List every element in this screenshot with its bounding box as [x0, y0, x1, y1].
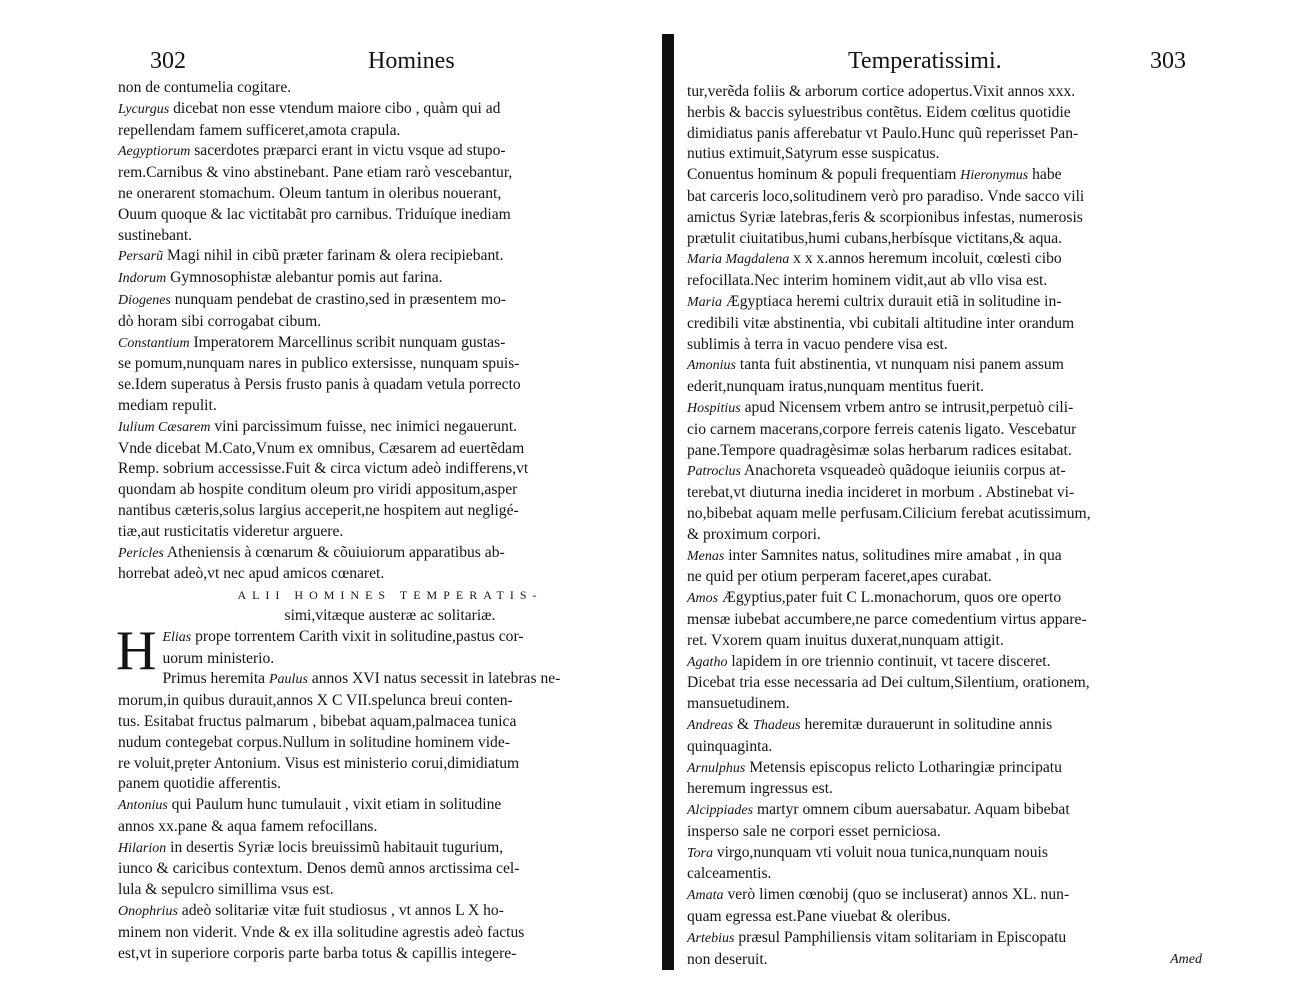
line-text: x x x.annos heremum incoluit, cœlesti cibo: [789, 250, 1062, 268]
text-line: [687, 779, 1215, 800]
italic-name: Alcippiades: [687, 803, 754, 819]
line-text: prætulit ciuitatibus,humi cubans,herbísque victitans,& aqua.: [687, 229, 1063, 247]
line-text: ederit,nunquam iratus,nunquam mentitus fuerit.: [687, 378, 985, 396]
text-line: [687, 271, 1215, 292]
text-line: [118, 226, 662, 247]
italic-name: Thadeus: [753, 717, 801, 733]
right-page: [676, 0, 1314, 1000]
line-text: sacerdotes præparci erant in victu vsque ad stupo-: [190, 142, 506, 160]
page-number-right: 303: [1150, 48, 1186, 74]
text-line: [118, 859, 662, 880]
text-line: [687, 950, 1215, 971]
text-line: [118, 522, 662, 543]
line-text: verò limen cœnobij (quo se incluserat) annos XL. nun-: [723, 886, 1070, 904]
text-line: [687, 694, 1215, 715]
text-line: [118, 459, 662, 480]
italic-name: Pericles: [118, 545, 164, 561]
text-line: [687, 673, 1215, 694]
line-text: quondam ab hospite conditum oleum pro viridi appositum,asper: [118, 481, 518, 499]
italic-name: Diogenes: [118, 292, 171, 308]
text-line: [687, 525, 1215, 546]
line-text: mansuetudinem.: [687, 695, 790, 713]
text-line: [118, 312, 662, 333]
italic-name: Onophrius: [118, 904, 178, 920]
text-line: [118, 880, 662, 901]
italic-name: Hilarion: [118, 840, 167, 856]
line-text: adeò solitariæ vitæ fuit studiosus , vt annos L X ho-: [177, 902, 504, 920]
running-title-left: Homines: [368, 48, 455, 74]
text-line: [687, 187, 1215, 208]
line-text: Magi nihil in cibũ præter farinam & olera recipiebant.: [163, 247, 504, 265]
text-line: [118, 205, 662, 226]
text-line: [687, 124, 1215, 145]
line-text: refocillata.Nec interim hominem vidit,aut ab vllo visa est.: [687, 272, 1048, 290]
text-line: [687, 461, 1215, 483]
text-line: [118, 733, 662, 754]
line-text: dimidiatus panis afferebatur vt Paulo.Hunc quũ reperisset Pan-: [687, 124, 1079, 142]
line-text: annos XVI natus secessit in latebras ne-: [307, 670, 561, 688]
line-text: in desertis Syriæ locis breuissimũ habitauit tugurium,: [166, 838, 504, 856]
line-text: tur,verẽda foliis & arborum cortice adopertus.Vixit annos xxx.: [687, 83, 1076, 100]
italic-name: Agatho: [687, 654, 728, 670]
line-text: re voluit,prẹter Antonium. Visus est ministerio corui,dimidiatum: [118, 754, 520, 772]
text-line: [118, 564, 662, 585]
text-line: [687, 652, 1215, 674]
italic-name: Constantium: [118, 335, 190, 351]
line-text: est,vt in superiore corporis parte barba totus & capillis integere-: [118, 944, 517, 962]
line-text: Ægyptiaca heremi cultrix durauit etiã in solitudine in-: [722, 292, 1062, 310]
text-line: [118, 817, 662, 838]
text-line: [118, 543, 662, 565]
line-text: apud Nicensem vrbem antro se intrusit,perpetuò cili-: [740, 398, 1074, 416]
text-line: [687, 546, 1215, 568]
line-text: virgo,nunquam vti voluit noua tunica,nunquam nouis: [712, 843, 1048, 861]
line-text: se.Idem superatus à Persis frusto panis à quadam vetula porrecto: [118, 376, 521, 394]
text-line: [118, 901, 662, 923]
text-line: [118, 439, 662, 460]
line-text: Metensis episcopus relicto Lotharingiæ principatu: [745, 758, 1062, 776]
text-line: [118, 184, 662, 205]
line-text: Ægyptius,pater fuit C L.monachorum, quos ore operto: [718, 589, 1062, 607]
italic-name: Lycurgus: [118, 101, 170, 117]
text-line: [687, 229, 1215, 250]
line-text: quinquaginta.: [687, 737, 773, 755]
page-number-left: 302: [150, 48, 186, 74]
text-line: [118, 923, 662, 944]
line-text: præsul Pamphiliensis vitam solitariam in Episcopatu: [734, 928, 1067, 946]
line-text: quam egressa est.Pane viuebat & oleribus.: [687, 908, 951, 926]
italic-name: Amos: [687, 591, 719, 607]
line-text: cio carnem macerans,corpore ferreis catenis ligato. Vescebatur: [687, 420, 1077, 438]
line-text: & proximum corpori.: [687, 525, 821, 543]
italic-name: Elias: [162, 629, 192, 645]
line-text: sustinebant.: [118, 226, 193, 244]
line-text: iunco & caricibus contextum. Denos demũ annos arctissima cel-: [118, 860, 520, 878]
text-line: [118, 480, 662, 501]
line-text: uorum ministerio.: [162, 649, 275, 667]
text-line: [687, 249, 1215, 271]
text-line: [118, 754, 662, 775]
line-text: morum,in quibus durauit,annos X C VII.spelunca breui conten-: [118, 692, 513, 710]
italic-name: Indorum: [118, 271, 167, 287]
text-line: [687, 420, 1215, 441]
text-line: [118, 712, 662, 733]
line-text: lapidem in ore triennio continuit, vt tacere disceret.: [727, 652, 1051, 670]
text-line: [118, 78, 662, 99]
line-text: Conuentus hominum & populi frequentiam: [687, 166, 961, 184]
text-line: [687, 398, 1215, 420]
line-text: heremitæ durauerunt in solitudine annis: [800, 715, 1053, 733]
text-line: [118, 417, 662, 439]
catchword: Amed: [1170, 952, 1202, 967]
text-line: [118, 944, 662, 965]
text-line: [687, 610, 1215, 631]
line-text: Vnde dicebat M.Cato,Vnum ex omnibus, Cæsarem ad euertẽdam: [118, 439, 525, 457]
line-text: amictus Syriæ latebras,feris & scorpionibus infestas, numerosis: [687, 208, 1083, 226]
line-text: calceamentis.: [687, 865, 772, 883]
text-line: [687, 441, 1215, 462]
line-text: Dicebat tria esse necessaria ad Dei cultum,Silentium, orationem,: [687, 674, 1090, 692]
line-text: horrebat adeò,vt nec apud amicos cœnaret.: [118, 565, 385, 583]
text-line: [118, 163, 662, 184]
line-text: heremum ingressus est.: [687, 780, 833, 798]
line-text: Gymnosophistæ alebantur pomis aut farina.: [166, 269, 443, 287]
line-text: panem quotidie afferentis.: [118, 775, 281, 793]
line-text: Ouum quoque & lac victitabãt pro carnibus. Triduíque inediam: [118, 205, 511, 223]
text-line: [687, 843, 1215, 865]
text-line: [687, 355, 1215, 377]
text-line: [687, 885, 1215, 907]
section-subtitle: simi,vitæque austeræ ac solitariæ.: [284, 606, 496, 624]
text-line: [118, 99, 662, 121]
line-text: sublimis à terra in vacuo pendere visa est.: [687, 335, 948, 353]
italic-name: Arnulphus: [687, 760, 746, 776]
line-text: credibili vitæ abstinentia, vbi cubitali altitudine inter orandum: [687, 314, 1075, 332]
line-text: Primus heremita: [162, 670, 269, 688]
line-text: nudum contegebat corpus.Nullum in solitudine hominem vide-: [118, 733, 510, 751]
line-text: dò horam sibi corrogabat cibum.: [118, 312, 322, 330]
line-text: Remp. sobrium accessisse.Fuit & circa victum adeò indifferens,vt: [118, 460, 529, 478]
text-line: [118, 627, 662, 649]
right-body-text: [687, 82, 1215, 970]
text-line: [687, 567, 1215, 588]
text-line: [118, 290, 662, 312]
text-line: [687, 588, 1215, 610]
line-text: inter Samnites natus, solitudines mire amabat , in qua: [724, 546, 1062, 564]
line-text: pane.Tempore quadragèsimæ solas herbarum radices esitabat.: [687, 441, 1072, 459]
line-text: dicebat non esse vtendum maiore cibo , quàm qui ad: [169, 99, 501, 117]
line-text: minem non viderit. Vnde & ex illa solitudine agrestis adeò factus: [118, 923, 525, 941]
italic-name: Antonius: [118, 798, 168, 814]
text-line: [687, 292, 1215, 314]
text-line: [118, 649, 662, 670]
line-text: lula & sepulcro simillima vsus est.: [118, 881, 334, 899]
text-line: [687, 928, 1215, 950]
line-text: habe: [1028, 166, 1062, 184]
text-line: [687, 103, 1215, 124]
italic-name: Tora: [687, 845, 713, 861]
text-line: [687, 377, 1215, 398]
line-text: ne quid per otium perperam faceret,apes curabat.: [687, 568, 992, 586]
text-line: [118, 141, 662, 163]
text-line: [687, 82, 1215, 103]
text-line: [687, 864, 1215, 885]
line-text: rem.Carnibus & vino abstinebant. Pane etiam rarò vescebantur,: [118, 164, 513, 182]
text-line: [118, 268, 662, 290]
line-text: nunquam pendebat de crastino,sed in præsentem mo-: [170, 290, 507, 308]
line-text: mensæ iubebat accumbere,ne parce comedentium virtus appare-: [687, 610, 1087, 628]
line-text: non de contumelia cogitare.: [118, 79, 292, 96]
text-line: [118, 501, 662, 522]
line-text: martyr omnem cibum auersabatur. Aquam bibebat: [753, 801, 1070, 819]
line-text: ret. Vxorem quam inuitus duxerat,nunquam attigit.: [687, 631, 1004, 649]
text-line: [118, 354, 662, 375]
running-title-right: Temperatissimi.: [848, 48, 1002, 74]
text-line: [118, 669, 662, 691]
line-text: annos xx.pane & aqua famem refocillans.: [118, 817, 378, 835]
left-body-text: [118, 78, 662, 964]
line-text: inspersо sale ne corpori esset perniciosa.: [687, 822, 941, 840]
text-line: [687, 483, 1215, 504]
italic-name: Maria: [687, 294, 722, 310]
italic-name: Maria Magdalena: [687, 252, 790, 268]
text-line: [687, 144, 1215, 165]
text-line: [687, 335, 1215, 356]
italic-name: Hieronymus: [960, 168, 1029, 184]
line-text: &: [733, 715, 754, 733]
line-text: tus. Esitabat fructus palmarum , bibebat aquam,palmacea tunica: [118, 712, 517, 730]
line-text: Imperatorem Marcellinus scribit nunquam gustas-: [189, 333, 506, 351]
section-title: ALII HOMINES TEMPERATIS-: [237, 588, 543, 603]
line-text: nantibus cæteris,solus largius acceperit,ne hospitem aut negligé-: [118, 501, 519, 519]
text-line: [687, 907, 1215, 928]
line-text: repellendam famem sufficeret,amota crapula.: [118, 121, 401, 139]
italic-name: Andreas: [687, 717, 734, 733]
italic-name: Persarũ: [118, 249, 164, 265]
text-line: [118, 375, 662, 396]
text-line: [687, 314, 1215, 335]
text-line: [687, 504, 1215, 525]
italic-name: Aegyptiorum: [118, 144, 191, 160]
text-line: [687, 715, 1215, 737]
text-line: [687, 737, 1215, 758]
line-text: prope torrentem Carith vixit in solitudine,pastus cor-: [191, 627, 524, 645]
line-text: tanta fuit abstinentia, vt nunquam nisi panem assum: [736, 356, 1064, 374]
italic-name: Amata: [687, 888, 724, 904]
line-text: tiæ,aut rusticitatis videretur arguere.: [118, 522, 344, 540]
line-text: qui Paulum hunc tumulauit , vixit etiam in solitudine: [167, 796, 502, 814]
text-line: [687, 800, 1215, 822]
text-line: [118, 396, 662, 417]
italic-name: Artebius: [687, 930, 735, 946]
italic-name: Paulus: [269, 672, 308, 688]
text-line: [687, 208, 1215, 229]
text-line: [118, 838, 662, 860]
line-text: Atheniensis à cœnarum & cõuiuiorum apparatibus ab-: [163, 543, 505, 561]
text-line: [118, 246, 662, 268]
binding-gutter: [662, 34, 674, 970]
text-line: [118, 121, 662, 142]
italic-name: Hospitius: [687, 400, 741, 416]
text-line: [687, 758, 1215, 780]
line-text: nutius extimuit,Satyrum esse suspicatus.: [687, 145, 940, 163]
text-line: [687, 631, 1215, 652]
text-line: [118, 774, 662, 795]
drop-cap: H: [116, 619, 157, 682]
line-text: se pomum,nunquam nares in publico extersisse, nunquam spuis-: [118, 355, 520, 373]
line-text: herbis & baccis syluestribus contẽtus. Eidem cœlitus quotidie: [687, 103, 1071, 121]
line-text: ne onerarent stomachum. Oleum tantum in oleribus nouerant,: [118, 184, 502, 202]
text-line: [118, 795, 662, 817]
text-line: [118, 691, 662, 712]
line-text: mediam repulit.: [118, 396, 217, 414]
line-text: bat carceris loco,solitudinem verò pro paradiso. Vnde sacco vili: [687, 187, 1085, 205]
line-text: Anachoreta vsqueadeò quãdoque ieiuniis corpus at-: [740, 462, 1066, 480]
italic-name: Patroclus: [687, 464, 741, 480]
line-text: no,bibebat aquam melle perfusam.Cilicium ferebat acutissimum,: [687, 504, 1091, 522]
italic-name: Amonius: [687, 358, 736, 374]
text-line: [118, 333, 662, 355]
line-text: vini parcissimum fuisse, nec inimici negauerunt.: [210, 417, 518, 435]
line-text: non deseruit.: [687, 950, 768, 968]
line-text: terebat,vt diuturna inedia incideret in morbum . Abstinebat vi-: [687, 484, 1075, 502]
text-line: [687, 822, 1215, 843]
italic-name: Iulium Cæsarem: [118, 419, 211, 435]
italic-name: Menas: [687, 548, 725, 564]
text-line: [687, 165, 1215, 187]
